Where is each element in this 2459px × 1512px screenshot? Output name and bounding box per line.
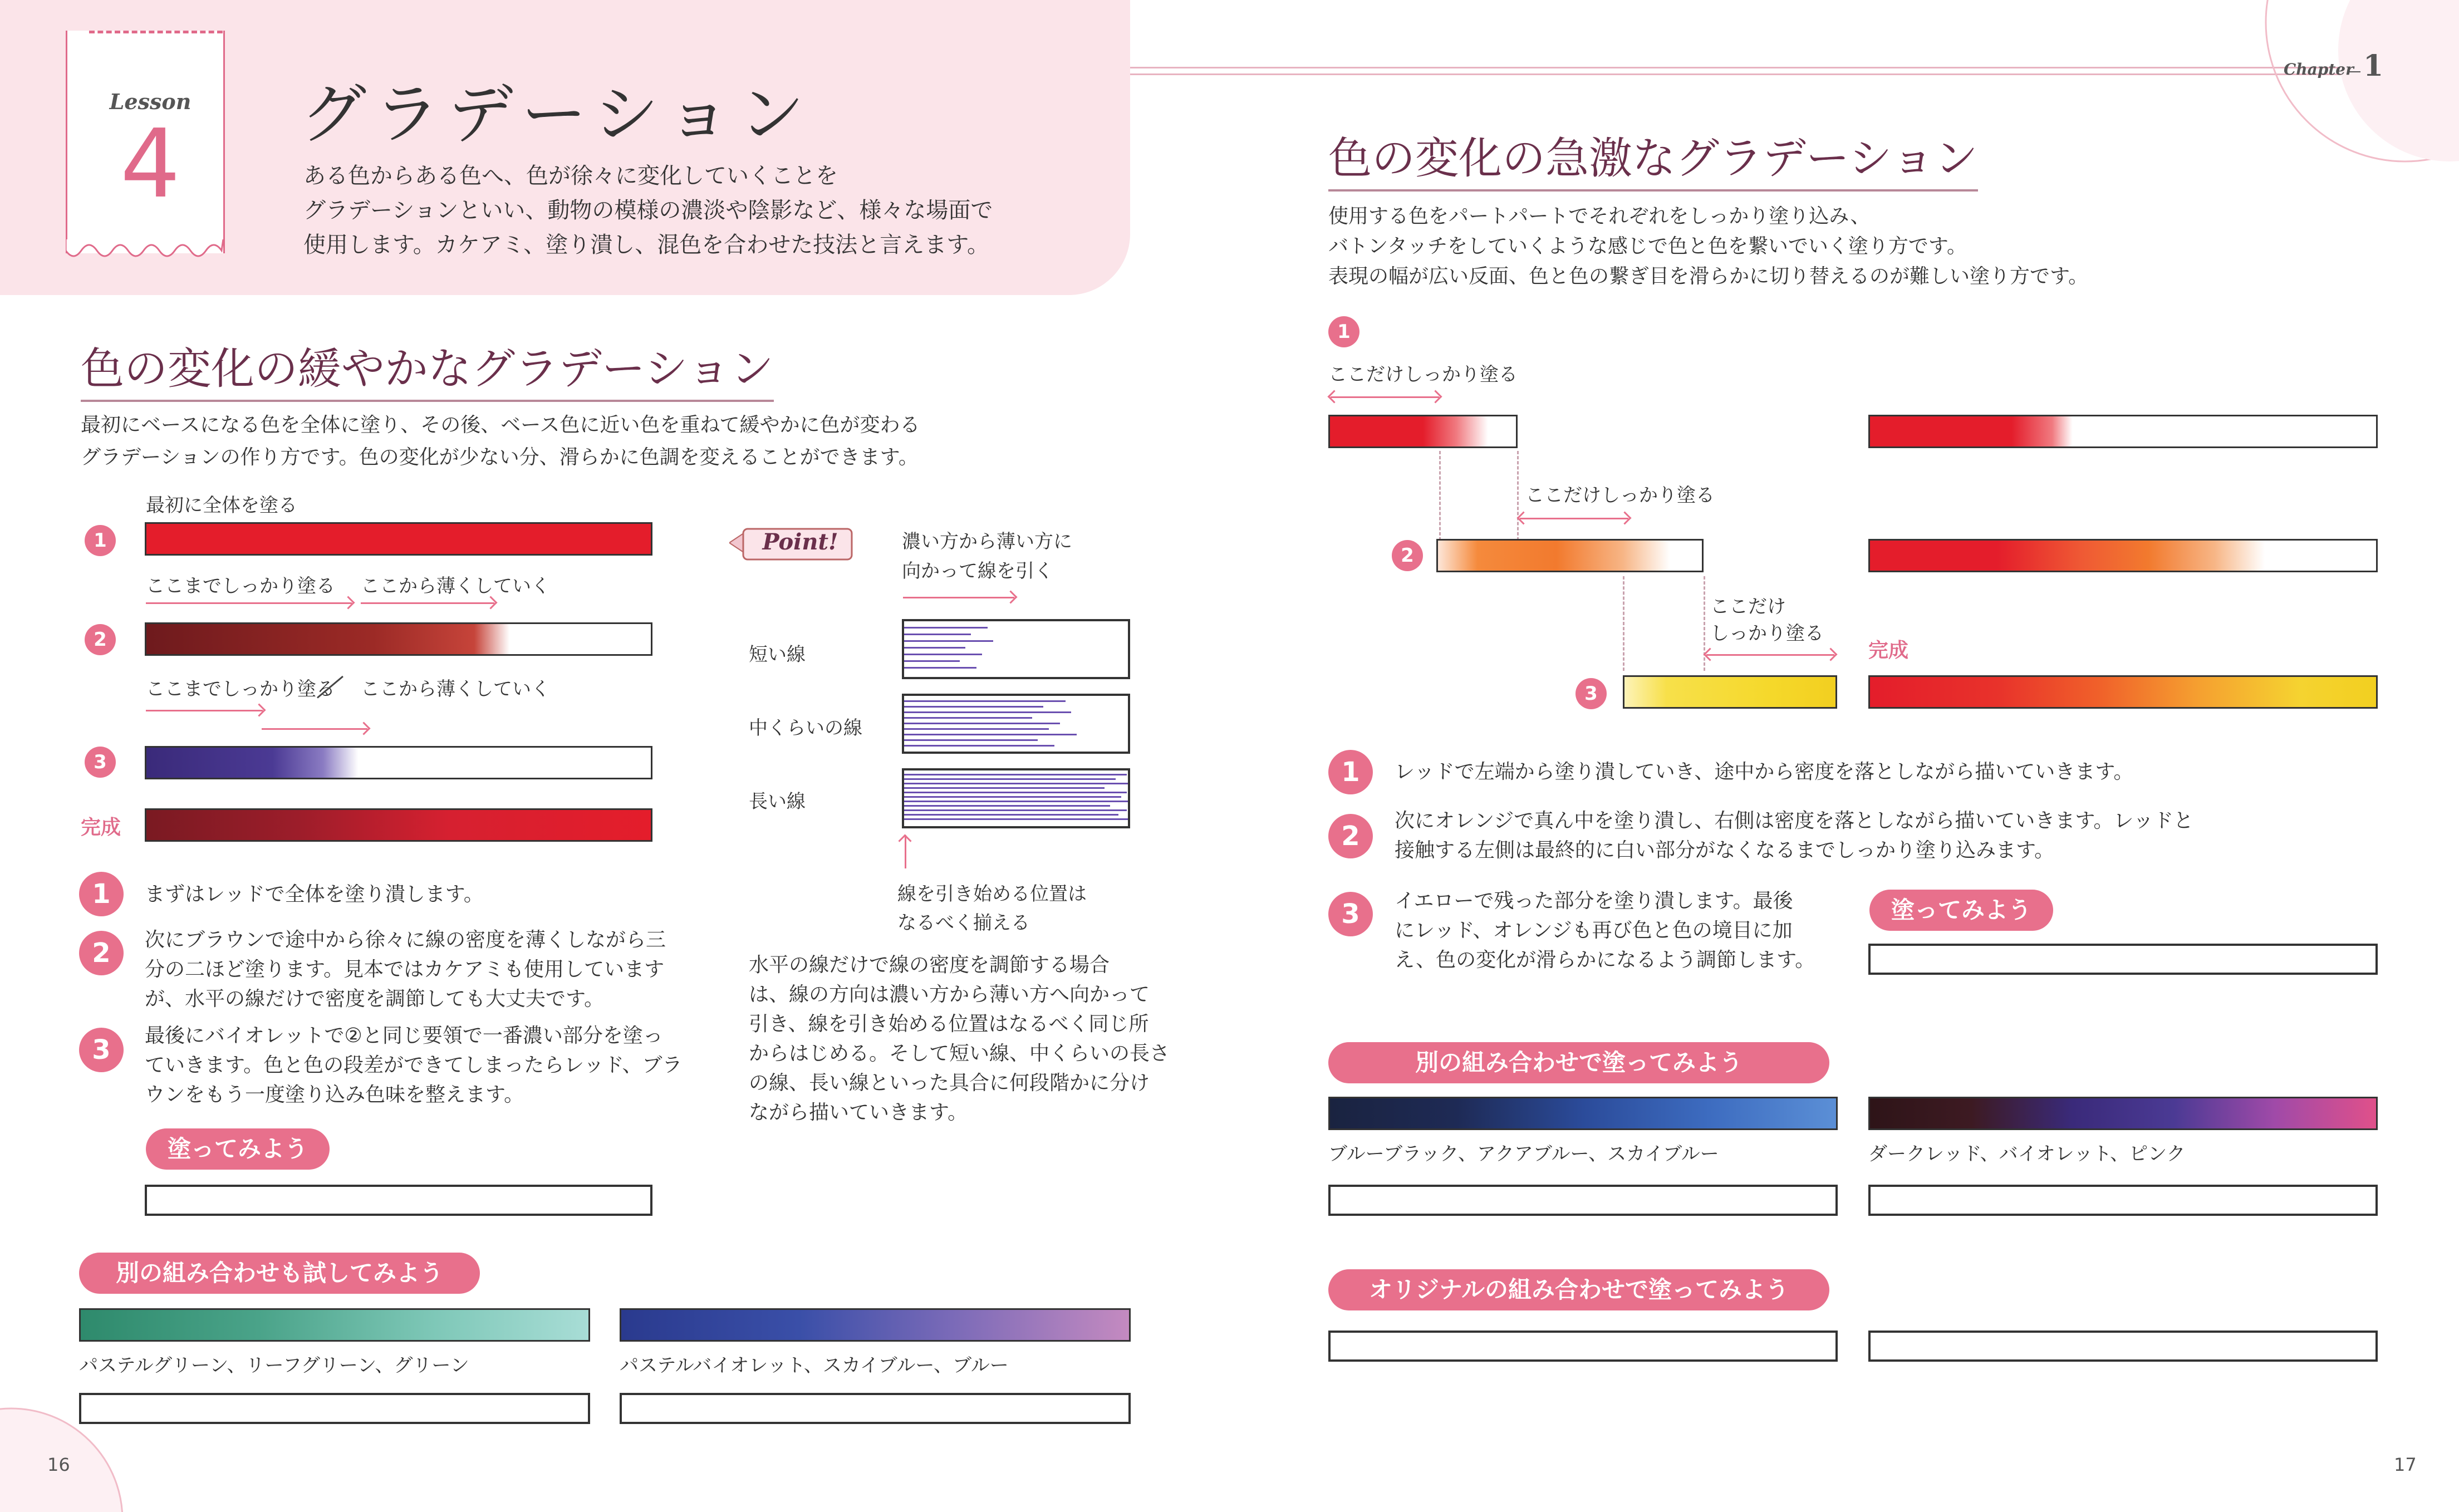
point-note-1: 線を引き始める位置は — [897, 883, 1087, 905]
r-swatch-finished — [1868, 675, 2378, 709]
try-it-pill-right: 塗ってみよう — [1869, 890, 2053, 931]
r-desc-3-line-1: イエローで残った部分を塗り潰します。最後 — [1395, 890, 1793, 912]
page-number-right: 17 — [2394, 1454, 2417, 1475]
r-desc-2-line-2: 接触する左側は最終的に白い部分がなくなるまでしっかり塗り込みます。 — [1395, 839, 2055, 862]
desc-3-line-1: 最後にバイオレットで②と同じ要領で一番濃い部分を塗っ — [145, 1024, 663, 1047]
point-body-3: 引き、線を引き始める位置はなるべく同じ所 — [749, 1013, 1149, 1035]
r-body-line-3: 表現の幅が広い反面、色と色の繋ぎ目を滑らかに切り替えるのが難しい塗り方です。 — [1328, 265, 2089, 288]
section-body-line-2: グラデーションの作り方です。色の変化が少ない分、滑らかに色調を変えることができます。 — [81, 446, 919, 469]
tag-dashed-line — [89, 31, 223, 33]
try-it-pill-left: 塗ってみよう — [146, 1128, 330, 1170]
label-long-line: 長い線 — [749, 791, 806, 813]
desc-badge-3: 3 — [79, 1028, 124, 1072]
swatch-blue-violet-combo — [620, 1308, 1131, 1342]
r-step1-span-arrow — [1331, 396, 1439, 398]
chapter-underscore — [2349, 71, 2360, 72]
r-step-badge-3: 3 — [1575, 678, 1607, 709]
lead-line-2: グラデーションといい、動物の模様の濃淡や陰影など、様々な場面で — [303, 198, 993, 223]
practice-box-original-1[interactable] — [1328, 1331, 1838, 1362]
arrow-step2-a — [146, 602, 352, 604]
desc-badge-2: 2 — [79, 931, 124, 975]
r-swatch-yellow-part — [1623, 675, 1837, 709]
point-body-2: は、線の方向は濃い方から薄い方へ向かって — [749, 983, 1150, 1006]
point-heading-2: 向かって線を引く — [902, 560, 1053, 582]
tag-scallop-edge — [66, 239, 225, 262]
step3-caption-b: ここから薄くしていく — [361, 678, 550, 700]
section-title-gentle: 色の変化の緩やかなグラデーション — [81, 334, 774, 402]
section-title-sharp: 色の変化の急激なグラデーション — [1328, 124, 1978, 192]
arrow-step3-a — [146, 710, 263, 711]
point-body-6: ながら描いていきます。 — [749, 1101, 968, 1124]
r-swatch-blue-combo — [1328, 1097, 1838, 1130]
chapter-label: Chapter — [2284, 60, 2354, 78]
desc-1-line-1: まずはレッドで全体を塗り潰します。 — [145, 883, 484, 906]
swatch-violet — [145, 746, 652, 779]
step-badge-2: 2 — [85, 624, 116, 655]
arrow-step3-b — [262, 728, 367, 730]
r-body-line-2: バトンタッチをしていくような感じで色と色を繋いでいく塗り方です。 — [1328, 235, 1967, 258]
swatch-red-full — [145, 522, 652, 556]
lead-line-3: 使用します。カケアミ、塗り潰し、混色を合わせた技法と言えます。 — [303, 232, 989, 258]
practice-box-combo1-right[interactable] — [1328, 1185, 1838, 1216]
practice-box-right[interactable] — [1868, 944, 2378, 975]
point-badge-text: Point! — [762, 529, 838, 555]
r-desc-1-line-1: レッドで左端から塗り潰していき、途中から密度を落としながら描いていきます。 — [1395, 760, 2134, 783]
r-step2-caption: ここだけしっかり塗る — [1525, 484, 1715, 507]
point-note-2: なるべく揃える — [897, 912, 1030, 934]
point-body-5: の線、長い線といった具合に何段階かに分け — [749, 1072, 1150, 1094]
section-body-line-1: 最初にベースになる色を全体に塗り、その後、ベース色に近い色を重ねて緩やかに色が変わる — [81, 414, 920, 436]
r-desc-2-line-1: 次にオレンジで真ん中を塗り潰し、右側は密度を落としながら描いていきます。レッドと — [1395, 809, 2193, 832]
other-combo-pill-left: 別の組み合わせも試してみよう — [79, 1253, 480, 1294]
desc-3-line-2: ていきます。色と色の段差ができてしまったらレッド、ブラ — [145, 1054, 683, 1077]
r-step-badge-2: 2 — [1392, 540, 1423, 571]
r-step3-caption-2: しっかり塗る — [1710, 622, 1824, 645]
r-desc-badge-2: 2 — [1328, 814, 1373, 858]
step1-caption: 最初に全体を塗る — [146, 494, 297, 517]
r-guide-3 — [1623, 576, 1624, 671]
r-combo1-caption: ブルーブラック、アクアブルー、スカイブルー — [1328, 1143, 1719, 1165]
step2-caption-b: ここから薄くしていく — [361, 575, 550, 597]
note-up-arrowhead — [898, 834, 911, 847]
corner-circle-left — [0, 1381, 134, 1512]
lead-line-1: ある色からある色へ、色が徐々に変化していくことを — [303, 163, 838, 189]
r-step1-caption: ここだけしっかり塗る — [1328, 364, 1518, 386]
r-swatch-darkred-combo — [1868, 1097, 2378, 1130]
r-desc-3-line-3: え、色の変化が滑らかになるよう調節します。 — [1395, 949, 1815, 971]
r-swatch-stage1 — [1868, 415, 2378, 448]
r-guide-1 — [1439, 451, 1441, 546]
other-combo-pill-right: 別の組み合わせで塗ってみよう — [1328, 1042, 1829, 1083]
swatch-red-brown — [145, 622, 652, 656]
step2-caption-a: ここまでしっかり塗る — [146, 575, 335, 597]
swatch-finished — [145, 808, 652, 842]
r-step3-caption-1: ここだけ — [1710, 596, 1786, 618]
step-badge-1: 1 — [85, 525, 116, 556]
point-heading-1: 濃い方から薄い方に — [902, 531, 1072, 553]
step3-caption-a: ここまでしっかり塗る — [146, 678, 335, 700]
r-step2-span-arrow — [1520, 518, 1628, 519]
stroke-box-medium — [902, 694, 1130, 754]
lesson-label: Lesson — [109, 89, 192, 114]
practice-box-combo1-left[interactable] — [79, 1393, 590, 1424]
desc-2-line-2: 分の二ほど塗ります。見本ではカケアミも使用しています — [145, 958, 665, 981]
r-desc-3-line-2: にレッド、オレンジも再び色と色の境目に加 — [1395, 919, 1793, 942]
r-desc-badge-1: 1 — [1328, 750, 1373, 794]
r-swatch-stage2 — [1868, 539, 2378, 572]
done-label: 完成 — [81, 816, 121, 839]
point-direction-arrow — [903, 597, 1014, 598]
r-step3-span-arrow — [1706, 654, 1834, 656]
arrow-step2-b — [361, 602, 494, 604]
corner-circle-right — [2171, 0, 2459, 167]
r-combo2-caption: ダークレッド、バイオレット、ピンク — [1868, 1143, 2186, 1165]
label-short-line: 短い線 — [749, 644, 806, 666]
r-step-badge-1: 1 — [1328, 316, 1359, 347]
r-swatch-orange-part — [1436, 539, 1704, 572]
r-desc-badge-3: 3 — [1328, 892, 1373, 936]
r-body-line-1: 使用する色をパートパートでそれぞれをしっかり塗り込み、 — [1328, 205, 1871, 228]
point-body-4: からはじめる。そして短い線、中くらいの長さ — [749, 1042, 1170, 1065]
page-title: グラデーション — [301, 76, 813, 153]
original-combo-pill: オリジナルの組み合わせで塗ってみよう — [1328, 1269, 1829, 1310]
r-swatch-red-part — [1328, 415, 1518, 448]
practice-box-original-2[interactable] — [1868, 1331, 2378, 1362]
desc-badge-1: 1 — [79, 872, 124, 916]
chapter-number: 1 — [2363, 49, 2384, 83]
desc-3-line-3: ウンをもう一度塗り込み色味を整えます。 — [145, 1083, 524, 1106]
r-done-label: 完成 — [1868, 639, 1909, 662]
r-guide-2 — [1517, 451, 1519, 546]
desc-2-line-3: が、水平の線だけで密度を調節しても大丈夫です。 — [145, 988, 605, 1010]
stroke-box-short — [902, 619, 1130, 679]
practice-box-left[interactable] — [145, 1185, 652, 1216]
stroke-box-long — [902, 768, 1130, 828]
swatch-green-combo — [79, 1308, 590, 1342]
lesson-number: 4 — [120, 109, 181, 219]
combo2-caption-left: パステルバイオレット、スカイブルー、ブルー — [620, 1354, 1009, 1377]
point-body-1: 水平の線だけで線の密度を調節する場合 — [749, 954, 1110, 976]
step-badge-3: 3 — [85, 747, 116, 778]
label-medium-line: 中くらいの線 — [749, 717, 862, 739]
desc-2-line-1: 次にブラウンで途中から徐々に線の密度を薄くしながら三 — [145, 929, 666, 951]
combo1-caption-left: パステルグリーン、リーフグリーン、グリーン — [79, 1354, 469, 1377]
practice-box-combo2-right[interactable] — [1868, 1185, 2378, 1216]
practice-box-combo2-left[interactable] — [620, 1393, 1131, 1424]
page-number-left: 16 — [47, 1454, 70, 1475]
